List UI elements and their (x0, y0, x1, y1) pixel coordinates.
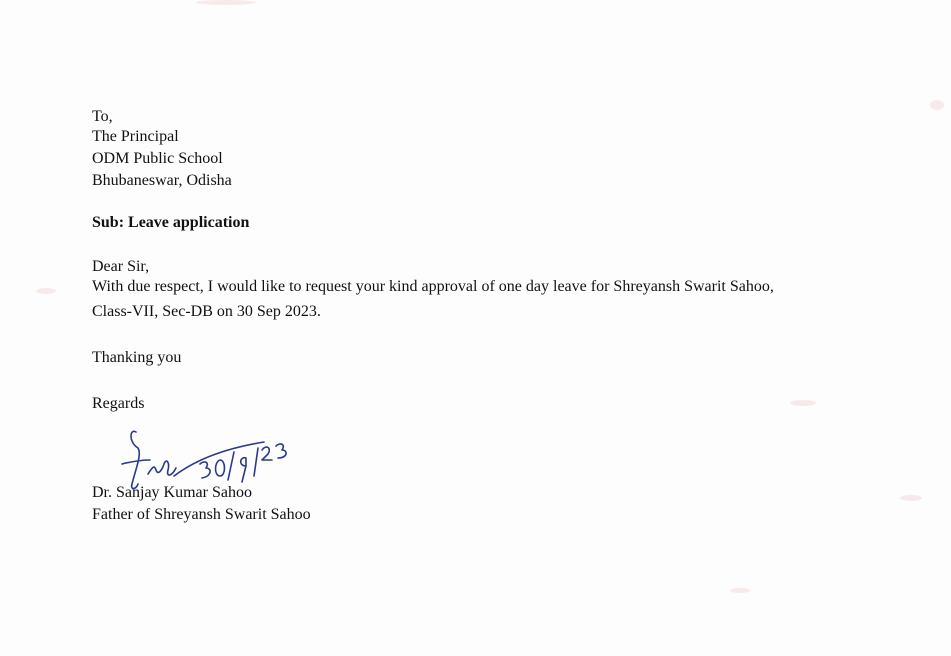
scan-speck (36, 288, 56, 294)
signature-date-slash (254, 448, 258, 476)
signature-date-digit (262, 447, 272, 460)
subject-line: Sub: Leave application (92, 214, 250, 231)
signature-stroke (131, 431, 139, 488)
closing-regards: Regards (92, 395, 145, 412)
address-line-recipient: The Principal (92, 128, 179, 145)
scan-speck (790, 400, 816, 406)
signature-stroke (148, 461, 176, 475)
address-line-school: ODM Public School (92, 150, 223, 167)
signature-date-digit (241, 458, 246, 482)
signature-date-digit (276, 444, 286, 458)
greeting: Dear Sir, (92, 258, 150, 275)
sender-relation: Father of Shreyansh Swarit Sahoo (92, 506, 311, 523)
signature-stroke (174, 442, 264, 476)
signature-stroke (122, 460, 150, 464)
salutation-to: To, (92, 108, 113, 125)
signature-date-digit (200, 462, 210, 478)
scan-speck (730, 588, 750, 593)
scan-speck (930, 100, 944, 110)
closing-thanks: Thanking you (92, 349, 182, 366)
body-line-2: Class-VII, Sec-DB on 30 Sep 2023. (92, 303, 321, 320)
scan-speck (196, 0, 256, 5)
body-line-1: With due respect, I would like to request your kind approval of one day leave for Shreyansh Swarit Sahoo, (92, 278, 774, 295)
sender-name: Dr. Sanjay Kumar Sahoo (92, 484, 252, 501)
address-line-city: Bhubaneswar, Odisha (92, 172, 232, 189)
scan-speck (900, 495, 922, 501)
signature-date-digit (216, 460, 225, 476)
signature-date-slash (228, 452, 234, 480)
